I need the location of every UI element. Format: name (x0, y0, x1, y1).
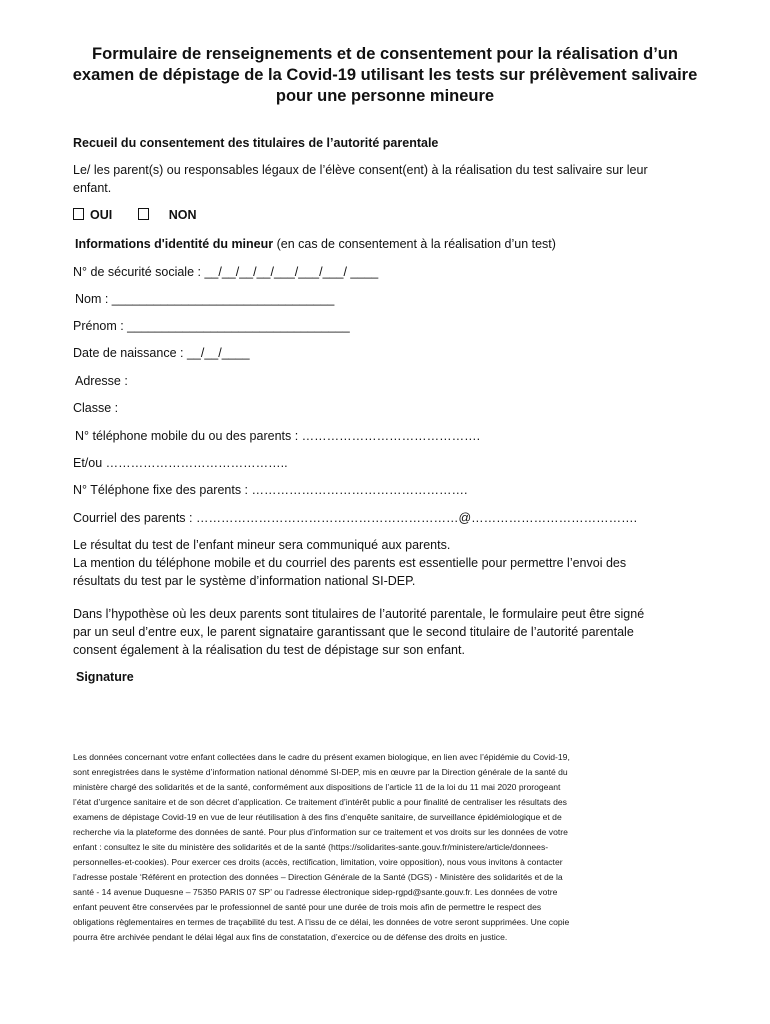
privacy-notice-line: recherche via la plateforme des données de santé. Pour plus d’information sur ce traitement et vos droits sur les données de votre (73, 827, 568, 837)
classe-field[interactable]: Classe : (73, 401, 119, 415)
result-paragraph (73, 536, 713, 590)
non-checkbox[interactable] (138, 208, 149, 220)
title-line-3: pour une personne mineure (275, 87, 495, 105)
consent-text (73, 161, 713, 197)
privacy-notice-line: enfant peuvent être conservées par le professionnel de santé pour une durée de trois mois afin de permettre le respect des (73, 902, 542, 912)
privacy-notice (73, 750, 703, 945)
hypothesis-paragraph (73, 605, 713, 659)
secu-field[interactable]: N° de sécurité sociale : __/__/__/__/___/___/___/ ____ (73, 265, 379, 279)
identity-heading (75, 235, 556, 253)
title-line-1: Formulaire de renseignements et de consentement pour la réalisation d’un (92, 45, 678, 63)
consent-choice (73, 206, 197, 224)
privacy-notice-line: santé - 14 avenue Duquesne – 75350 PARIS 07 SP’ ou l’adresse électronique sidep-rgpd@sante.gouv.fr. Les données de votre (73, 887, 558, 897)
privacy-notice-line: enfant : consultez le site du ministère des solidarités et de la santé (https://solidarites-sante.gouv.fr/ministere/article/donnees- (73, 842, 549, 852)
adresse-field[interactable]: Adresse : (75, 374, 128, 388)
privacy-notice-line: ministère chargé des solidarités et de la santé, conformément aux dispositions de l’article 11 de la loi du 11 mai 2020 prorogeant (73, 782, 561, 792)
result-line-3: résultats du test par le système d’information national SI-DEP. (73, 574, 416, 588)
signature-label: Signature (76, 670, 134, 684)
non-label: NON (168, 208, 197, 222)
hypothesis-line-1: Dans l’hypothèse où les deux parents sont titulaires de l’autorité parentale, le formulaire peut être signé (73, 607, 645, 621)
nom-field[interactable]: Nom : ________________________________ (75, 292, 335, 306)
privacy-notice-line: l’état d’urgence sanitaire et de son décret d’application. Ce traitement d’intérêt public a pour finalité de centraliser les résultats des (73, 797, 567, 807)
privacy-notice-line: obligations règlementaires en termes de traçabilité du test. A l’issu de ce délai, les données de votre seront supprimées. Une copie (73, 917, 570, 927)
hypothesis-line-3: consent également à la réalisation du test de dépistage sur son enfant. (73, 643, 465, 657)
privacy-notice-line: l’adresse postale ‘Référent en protection des données – Direction Générale de la Santé (DGS) - Ministère des solidarités et de la (73, 872, 563, 882)
hypothesis-line-2: par un seul d’entre eux, le parent signataire garantissant que le second titulaire de l’autorité parentale (73, 625, 634, 639)
identity-heading-title: Informations d'identité du mineur (75, 237, 274, 251)
consent-text-line-1: Le/ les parent(s) ou responsables légaux de l’élève consent(ent) à la réalisation du test salivaire sur leur (73, 163, 648, 177)
consent-text-line-2: enfant. (73, 181, 112, 195)
oui-label: OUI (90, 208, 113, 222)
privacy-notice-line: pourra être archivée pendant le délai légal aux fins de constatation, d’exercice ou de défense des droits en justice. (73, 932, 508, 942)
consent-heading: Recueil du consentement des titulaires de l’autorité parentale (73, 136, 439, 150)
naissance-field[interactable]: Date de naissance : __/__/____ (73, 346, 250, 360)
prenom-field[interactable]: Prénom : ________________________________ (73, 319, 350, 333)
form-title (60, 44, 710, 107)
courriel-field[interactable]: Courriel des parents : ………………………………………………………@…………………………………. (73, 511, 638, 525)
identity-heading-note: (en cas de consentement à la réalisation d’un test) (273, 237, 556, 251)
tel-fixe-field[interactable]: N° Téléphone fixe des parents : ……………………………………………. (73, 483, 468, 497)
etou-field[interactable]: Et/ou …………………………………….. (73, 456, 288, 470)
result-line-1: Le résultat du test de l’enfant mineur sera communiqué aux parents. (73, 538, 451, 552)
title-line-2: examen de dépistage de la Covid-19 utilisant les tests sur prélèvement salivaire (72, 66, 698, 84)
oui-checkbox[interactable] (73, 208, 84, 220)
privacy-notice-line: personnelles-et-cookies). Pour exercer ces droits (accès, rectification, limitation, voire opposition), nous vous invitons à contacter (73, 857, 563, 867)
result-line-2: La mention du téléphone mobile et du courriel des parents est essentielle pour permettre l’envoi des (73, 556, 627, 570)
privacy-notice-line: examens de dépistage Covid-19 en vue de leur réutilisation à des fins d’enquête sanitaire, de surveillance épidémiologique et de (73, 812, 562, 822)
tel-mobile-field[interactable]: N° téléphone mobile du ou des parents : ……………………………………. (75, 429, 481, 443)
privacy-notice-line: sont enregistrées dans le système d’information national dénommé SI-DEP, mis en œuvre par la Direction générale de la santé du (73, 767, 568, 777)
privacy-notice-line: Les données concernant votre enfant collectées dans le cadre du présent examen biologique, en lien avec l’épidémie du Covid-19, (73, 752, 570, 762)
